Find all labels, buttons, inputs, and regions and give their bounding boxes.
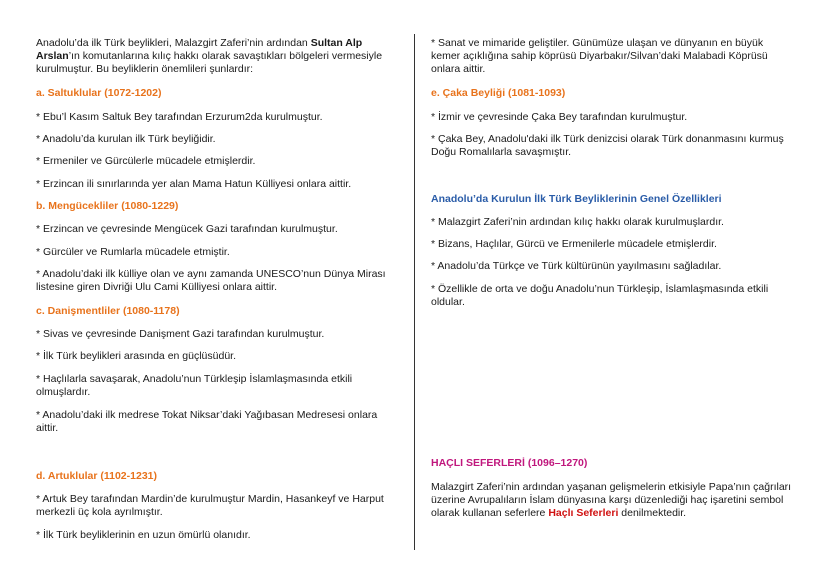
column-divider — [414, 34, 415, 550]
artuk-item: * Artuk Bey tarafından Mardin’de kurulmuştur Mardin, Hasankeyf ve Harput merkezli üç kola ayrılmıştır. — [36, 493, 384, 518]
genel-item: * Malazgirt Zaferi’nin ardından kılıç hakkı olarak kurulmuşlardır. — [431, 216, 724, 228]
danis-item: * Anadolu’daki ilk medrese Tokat Niksar’daki Yağıbasan Medresesi onlara aittir. — [36, 409, 378, 434]
artuk-heading: d. Artuklular (1102-1231) — [36, 470, 157, 482]
genel-item: * Özellikle de orta ve doğu Anadolu’nun Türkleşip, İslamlaşmasında etkili oldular. — [431, 283, 769, 308]
hacli-text-1: Malazgirt Zaferi’nin ardından yaşanan gelişmelerin etkisiyle Papa’nın çağrıları üzerine Avrupalıların İslam dünyasına karşı düzenlediği haç işaretini sembol olarak kullanan seferlere — [431, 481, 792, 519]
danis-item: * Haçlılarla savaşarak, Anadolu’nun Türkleşip İslamlaşmasında etkili olmuşlardır. — [36, 373, 353, 398]
intro-paragraph — [36, 37, 396, 76]
hacli-paragraph — [431, 481, 793, 520]
menguc-item: * Erzincan ve çevresinde Mengücek Gazi tarafından kurulmuştur. — [36, 223, 338, 235]
saltuk-item: * Ermeniler ve Gürcülerle mücadele etmişlerdir. — [36, 155, 256, 167]
artuk-continued-item: * Sanat ve mimaride geliştiler. Günümüze ulaşan ve dünyanın en büyük kemer açıklığına sahip köprüsü Diyarbakır/Silvan’daki Malabadi Köprüsü onlara aittir. — [431, 37, 768, 75]
caka-item: * Çaka Bey, Anadolu'daki ilk Türk denizcisi olarak Türk donanmasını kurmuş Doğu Romalılarla savaşmıştır. — [431, 133, 784, 158]
genel-item: * Anadolu’da Türkçe ve Türk kültürünün yayılmasını sağladılar. — [431, 260, 722, 272]
saltuk-heading: a. Saltuklular (1072-1202) — [36, 87, 162, 99]
caka-heading: e. Çaka Beyliği (1081-1093) — [431, 87, 566, 99]
caka-item: * İzmir ve çevresinde Çaka Bey tarafından kurulmuştur. — [431, 111, 688, 123]
saltuk-item: * Ebu’l Kasım Saltuk Bey tarafından Erzurum2da kurulmuştur. — [36, 111, 323, 123]
danis-item: * Sivas ve çevresinde Danişment Gazi tarafından kurulmuştur. — [36, 328, 325, 340]
menguc-item: * Gürcüler ve Rumlarla mücadele etmiştir. — [36, 246, 230, 258]
saltuk-item: * Erzincan ili sınırlarında yer alan Mama Hatun Külliyesi onlara aittir. — [36, 178, 352, 190]
saltuk-item: * Anadolu’da kurulan ilk Türk beyliğidir. — [36, 133, 216, 145]
hacli-heading: HAÇLI SEFERLERİ (1096–1270) — [431, 457, 588, 469]
hacli-text-2: denilmektedir. — [618, 507, 687, 519]
danis-item: * İlk Türk beylikleri arasında en güçlüsüdür. — [36, 350, 236, 362]
hacli-red-term: Haçlı Seferleri — [548, 507, 619, 519]
danis-heading: c. Danişmentliler (1080-1178) — [36, 305, 180, 317]
intro-bold-sultan: Sultan Alp Arslan — [36, 37, 363, 62]
intro-text-1: Anadolu’da ilk Türk beylikleri, Malazgirt Zaferi’nin ardından — [36, 37, 311, 49]
genel-item: * Bizans, Haçlılar, Gürcü ve Ermenilerle mücadele etmişlerdir. — [431, 238, 717, 250]
menguc-heading: b. Mengücekliler (1080-1229) — [36, 200, 179, 212]
genel-heading: Anadolu’da Kurulun İlk Türk Beyliklerinin Genel Özellikleri — [431, 193, 722, 205]
artuk-item: * İlk Türk beyliklerinin en uzun ömürlü olanıdır. — [36, 529, 251, 541]
intro-text-2: ’ın komutanlarına kılıç hakkı olarak savaştıkları bölgeleri vermesiyle kurulmuştur. Bu beyliklerin önemlileri şunlardır: — [36, 50, 383, 75]
menguc-item: * Anadolu’daki ilk külliye olan ve aynı zamanda UNESCO’nun Dünya Mirası listesine giren Divriği Ulu Cami Külliyesi onlara aittir. — [36, 268, 386, 293]
